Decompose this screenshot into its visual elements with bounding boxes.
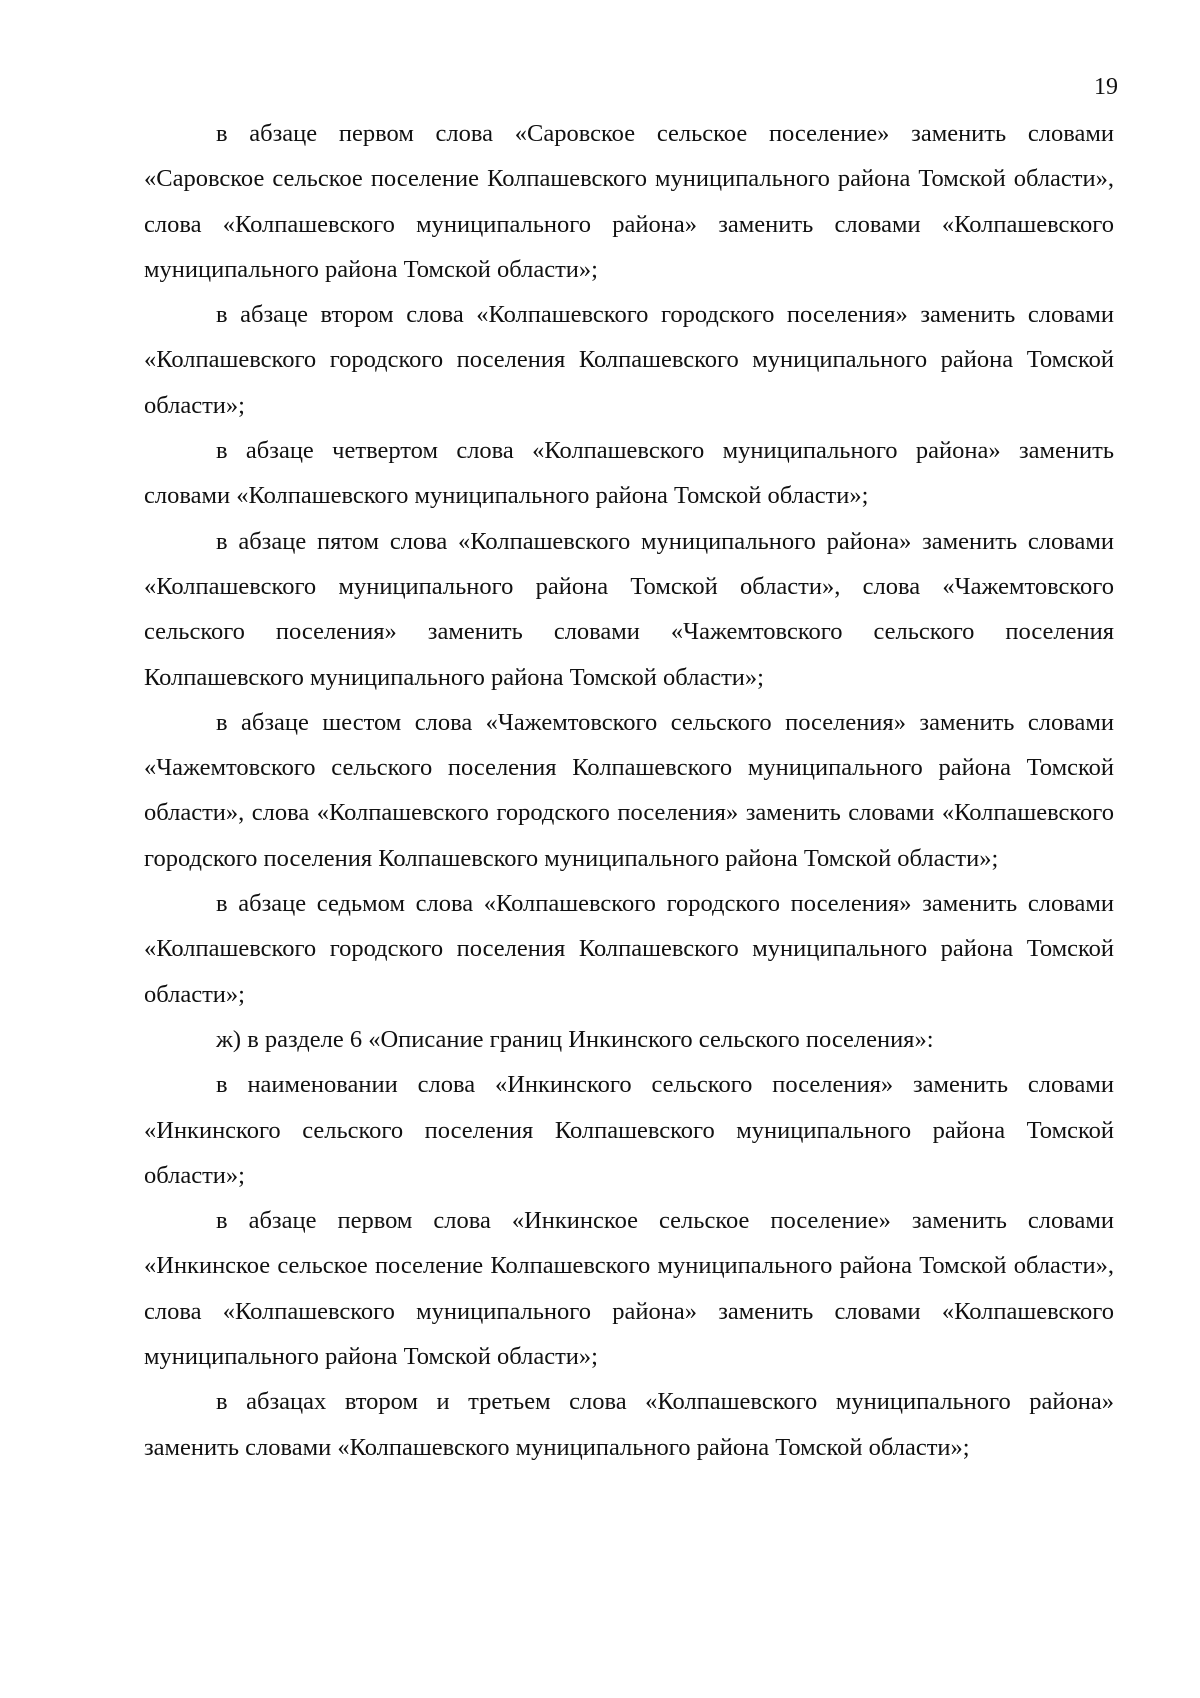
paragraph: в абзаце четвертом слова «Колпашевского муниципального района» заменить словами «Колпашевского муниципального района Томской области»; [144,437,1114,510]
paragraph: в наименовании слова «Инкинского сельского поселения» заменить словами «Инкинского сельского поселения Колпашевского муниципального района Томской области»; [144,1071,1114,1189]
paragraph: в абзаце седьмом слова «Колпашевского городского поселения» заменить словами «Колпашевского городского поселения Колпашевского муниципального района Томской области»; [144,890,1114,1008]
document-body [144,111,1114,1470]
paragraph: в абзаце первом слова «Инкинское сельское поселение» заменить словами «Инкинское сельское поселение Колпашевского муниципального района Томской области», слова «Колпашевского муниципального района» заменить словами «Колпашевского муниципального района Томской области»; [144,1207,1114,1371]
paragraph: в абзацах втором и третьем слова «Колпашевского муниципального района» заменить словами «Колпашевского муниципального района Томской области»; [144,1388,1114,1461]
subsection-heading: ж) в разделе 6 «Описание границ Инкинского сельского поселения»: [216,1025,934,1053]
paragraph: в абзаце первом слова «Саровское сельское поселение» заменить словами «Саровское сельское поселение Колпашевского муниципального района Томской области», слова «Колпашевского муниципального района» заменить словами «Колпашевского муниципального района Томской области»; [144,120,1114,283]
paragraph: в абзаце втором слова «Колпашевского городского поселения» заменить словами «Колпашевского городского поселения Колпашевского муниципального района Томской области»; [144,301,1114,419]
page-number: 19 [1094,74,1118,100]
paragraph: в абзаце пятом слова «Колпашевского муниципального района» заменить словами «Колпашевского муниципального района Томской области», слова «Чажемтовского сельского поселения» заменить словами «Чажемтовского сельского поселения Колпашевского муниципального района Томской области»; [144,527,1114,691]
paragraph: в абзаце шестом слова «Чажемтовского сельского поселения» заменить словами «Чажемтовского сельского поселения Колпашевского муниципального района Томской области», слова «Колпашевского городского поселения» заменить словами «Колпашевского городского поселения Колпашевского муниципального района Томской области»; [144,708,1114,872]
